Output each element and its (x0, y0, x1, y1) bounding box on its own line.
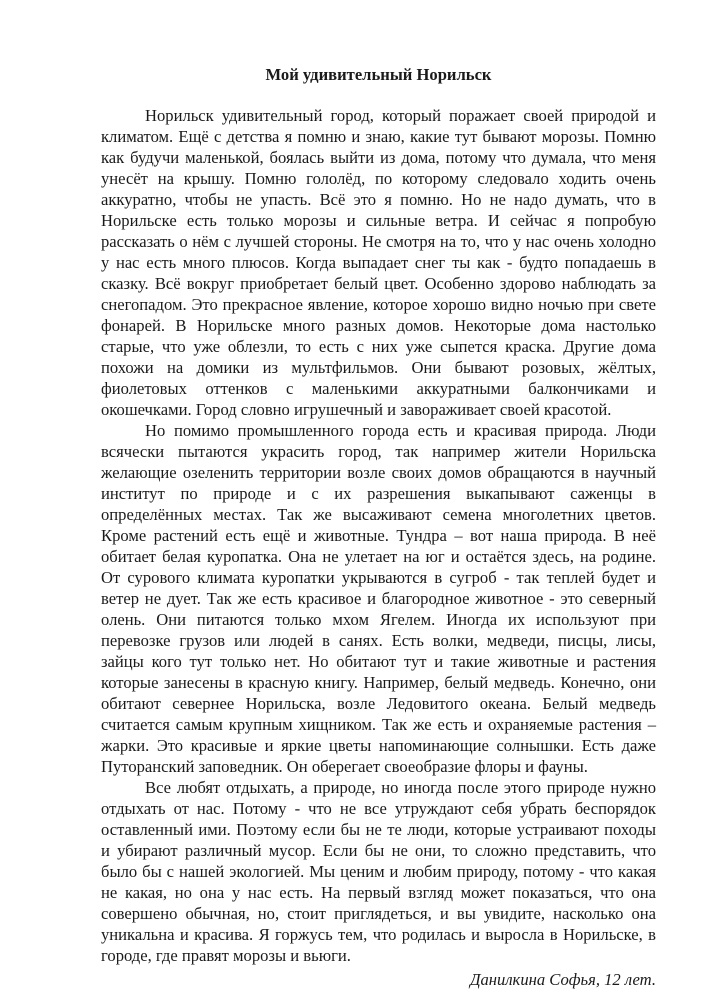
text-line: было бы с нашей экологией. Мы ценим и любим природу, потому - что какая (101, 862, 656, 881)
paragraph (101, 777, 656, 966)
text-line: Но помимо промышленного города есть и красивая природа. Люди (145, 421, 656, 440)
text-line: Все любят отдыхать, а природе, но иногда после этого природе нужно (145, 778, 656, 797)
text-line: всячески пытаются украсить город, так например жители Норильска (101, 442, 656, 461)
text-line: считается самым крупным хищником. Так же есть и охраняемые растения – (101, 715, 656, 734)
text-line: снегопадом. Это прекрасное явление, которое хорошо видно ночью при свете (101, 295, 656, 314)
text-line: Кроме растений есть ещё и животные. Тундра – вот наша природа. В неё (101, 526, 656, 545)
text-line: не какая, но она у нас есть. На первый взгляд может показаться, что она (101, 883, 656, 902)
text-line: совершено обычная, но, стоит приглядеться, и вы увидите, насколько она (101, 904, 656, 923)
text-line: жарки. Это красивые и яркие цветы напоминающие солнышки. Есть даже (101, 736, 656, 755)
text-line: определённых местах. Так же высаживают семена многолетних цветов. (101, 505, 656, 524)
document-body (101, 105, 656, 966)
text-line: уникальна и красива. Я горжусь тем, что родилась и выросла в Норильске, в (101, 925, 656, 944)
text-line: рассказать о нём с лучшей стороны. Не смотря на то, что у нас очень холодно (101, 232, 656, 251)
text-line: унесёт на крышу. Помню гололёд, по которому следовало ходить очень (101, 169, 656, 188)
author-signature: Данилкина Софья, 12 лет. (469, 970, 656, 989)
text-line: и убирают различный мусор. Если бы не они, то сложно представить, что (101, 841, 656, 860)
text-line: олень. Они питаются только мхом Ягелем. Иногда их используют при (101, 610, 656, 629)
text-line: аккуратно, чтобы не упасть. Всё это я помню. Но не надо думать, что в (101, 190, 656, 209)
text-line: обитают севернее Норильска, возле Ледовитого океана. Белый медведь (101, 694, 656, 713)
text-line: ветер не дует. Так же есть красивое и благородное животное - это северный (101, 589, 656, 608)
text-line: Норильск удивительный город, который поражает своей природой и (145, 106, 656, 125)
text-line: перевозке грузов или людей в санях. Есть волки, медведи, писцы, лисы, (101, 631, 656, 650)
paragraph (101, 105, 656, 420)
paragraph (101, 420, 656, 777)
text-line: зайцы кого тут только нет. Но обитают тут и такие животные и растения (101, 652, 656, 671)
text-line: похожи на домики из мультфильмов. Они бывают розовых, жёлтых, (101, 358, 656, 377)
document-title: Мой удивительный Норильск (265, 65, 492, 84)
text-line: институт по природе и с их разрешения выкапывают саженцы в (101, 484, 656, 503)
text-line: сказку. Всё вокруг приобретает белый цвет. Особенно здорово наблюдать за (101, 274, 656, 293)
text-line: старые, что уже облезли, то есть с них уже сыпется краска. Другие дома (101, 337, 656, 356)
text-line: окошечками. Город словно игрушечный и завораживает своей красотой. (101, 400, 612, 419)
text-line: обитает белая куропатка. Она не улетает на юг и остаётся здесь, на родине. (101, 547, 656, 566)
text-line: Норильске есть только морозы и сильные ветра. И сейчас я попробую (101, 211, 656, 230)
text-line: фонарей. В Норильске много разных домов. Некоторые дома настолько (101, 316, 656, 335)
text-line: которые занесены в красную книгу. Например, белый медведь. Конечно, они (101, 673, 656, 692)
text-line: городе, где правят морозы и вьюги. (101, 946, 351, 965)
text-line: оставленный ими. Поэтому если бы не те люди, которые устраивают походы (101, 820, 656, 839)
text-line: у нас есть много плюсов. Когда выпадает снег ты как - будто попадаешь в (101, 253, 656, 272)
document-page (101, 64, 656, 990)
text-line: Путоранский заповедник. Он оберегает своеобразие флоры и фауны. (101, 757, 588, 776)
text-line: От сурового климата куропатки укрываются в сугроб - так теплей будет и (101, 568, 656, 587)
text-line: климатом. Ещё с детства я помню и знаю, какие тут бывают морозы. Помню (101, 127, 656, 146)
text-line: фиолетовых оттенков с маленькими аккуратными балкончиками и (101, 379, 656, 398)
text-line: отдыхать от нас. Потому - что не все утруждают себя убрать беспорядок (101, 799, 656, 818)
text-line: желающие озеленить территории возле своих домов обращаются в научный (101, 463, 656, 482)
text-line: как будучи маленькой, боялась выйти из дома, потому что думала, что меня (101, 148, 656, 167)
